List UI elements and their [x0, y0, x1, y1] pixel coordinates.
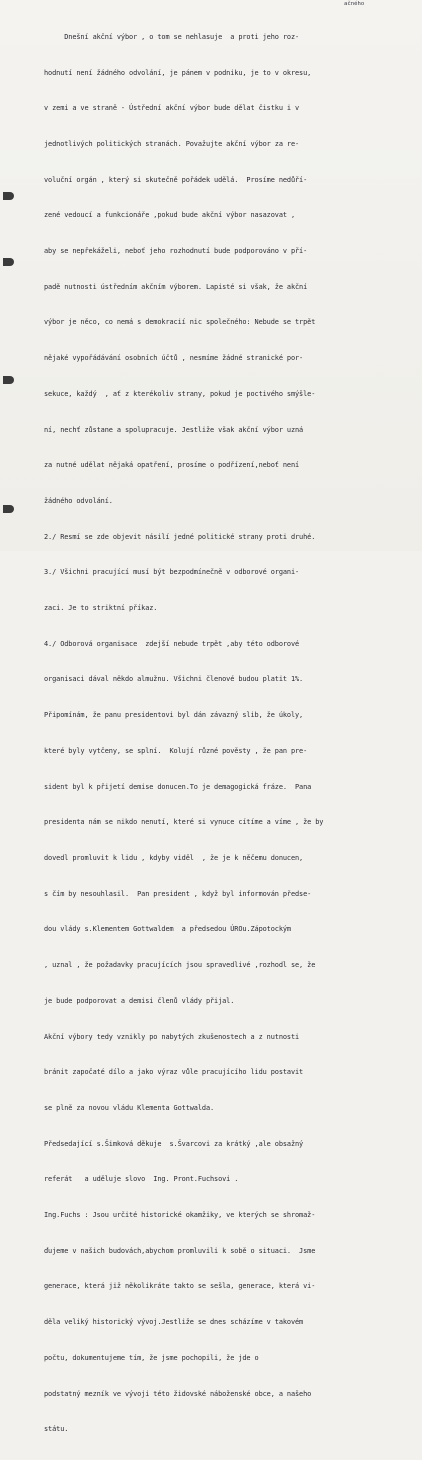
text-line: referát a uděluje slovo Ing. Pront.Fuchsovi .	[44, 1175, 239, 1184]
text-line: organisaci dával někdo almužnu. Všichni členové budou platit 1%.	[44, 675, 304, 684]
text-line: v zemi a ve straně - Ústřední akční výbor bude dělat čistku i v	[44, 104, 300, 113]
text-line: generace, která již několikráte takto se sešla, generace, která vi-	[44, 1282, 316, 1291]
text-line: se plně za novou vládu Klementa Gottwalda.	[44, 1103, 215, 1112]
text-line: žádného odvolání.	[44, 496, 113, 505]
binder-punch-hole	[3, 505, 14, 513]
text-line: sekuce, každý , ať z kterékoliv strany, pokud je poctivého smýšle-	[44, 389, 316, 398]
text-line: 3./ Všichni pracující musí být bezpodmínečně v odborové organi-	[44, 568, 300, 577]
text-line: státu.	[44, 1425, 69, 1434]
text-line: sident byl k přijetí demise donucen.To je demagogická fráze. Pana	[44, 782, 312, 791]
text-line: zaci. Je to striktní příkaz.	[44, 604, 158, 613]
interlinear-correction: ačného	[344, 1, 365, 7]
text-line: 4./ Odborová organisace zdejší nebude trpět ,aby této odborové	[44, 639, 300, 648]
text-line: které byly vytčeny, se splní. Kolují různé pověsty , že pan pre-	[44, 746, 308, 755]
text-line: aby se nepřekáželi, neboť jeho rozhodnutí bude podporováno v pří-	[44, 247, 308, 256]
text-line: ní, nechť zůstane a spolupracuje. Jestliže však akční výbor uzná	[44, 425, 304, 434]
binder-punch-hole	[3, 376, 14, 384]
text-line: děla veliký historický vývoj.Jestliže se dnes scházíme v takovém	[44, 1318, 304, 1327]
text-line: 2./ Resmí se zde objevit násilí jedné politické strany proti druhé.	[44, 532, 316, 541]
text-line: bránit započaté dílo a jako výraz vůle pracujícího lidu postavit	[44, 1068, 304, 1077]
text-line: výbor je něco, co nemá s demokracií nic společného: Nebude se trpět	[44, 318, 316, 327]
text-line: je bude podporovat a demisi členů vlády přijal.	[44, 996, 235, 1005]
text-line: zené vedoucí a funkcionáře ,pokud bude akční výbor nasazovat ,	[44, 211, 296, 220]
text-line: počtu, dokumentujeme tím, že jsme pochopili, že jde o	[44, 1353, 259, 1362]
text-line: Dnešní akční výbor , o tom se nehlasuje a proti jeho roz-	[44, 32, 300, 41]
text-line: dou vlády s.Klementem Gottwaldem a předsedou ÚROu.Zápotockým	[44, 925, 291, 934]
text-line: hodnutí není žádného odvolání, je pánem v podniku, je to v okresu,	[44, 68, 312, 77]
typed-text-body	[44, 8, 416, 1460]
text-line: podstatný mezník ve vývoji této židovské náboženské obce, a našeho	[44, 1389, 312, 1398]
text-line: padě nutnosti ústředním akčním výborem. Lapisté si však, že akční	[44, 282, 308, 291]
text-line: nějaké vypořádávání osobních účtů , nesmíme žádné stranické por-	[44, 354, 304, 363]
text-line: Předsedající s.Šimková děkuje s.Švarcovi za krátký ,ale obsažný	[44, 1139, 304, 1148]
text-line: ďujeme v našich budovách,abychom promluvili k sobě o situaci. Jsme	[44, 1246, 316, 1255]
text-line: , uznal , že požadavky pracujících jsou spravedlivé ,rozhodl se, že	[44, 961, 316, 970]
text-line: Ing.Fuchs : Jsou určité historické okamžiky, ve kterých se shromaž-	[44, 1211, 316, 1220]
text-line: jednotlivých politických stranách. Považujte akční výbor za re-	[44, 139, 300, 148]
text-line: voluční orgán , který si skutečně pořádek udělá. Prosíme nedůří-	[44, 175, 308, 184]
text-line: s čím by nesouhlasil. Pan president , když byl informován předse-	[44, 889, 312, 898]
text-line: Akční výbory tedy vznikly po nabytých zkušenostech a z nutnosti	[44, 1032, 300, 1041]
text-line: Připomínám, že panu presidentovi byl dán závazný slib, že úkoly,	[44, 711, 304, 720]
binder-punch-hole	[3, 192, 14, 200]
text-line: dovedl promluvit k lidu , kdyby viděl , že je k něčemu donucen,	[44, 853, 304, 862]
binder-punch-hole	[3, 258, 14, 266]
text-line: za nutné udělat nějaká opatření, prosíme o podřízení,neboť není	[44, 461, 300, 470]
text-line: presidenta nám se nikdo nenutí, které si vynuce cítíme a víme , že by	[44, 818, 324, 827]
